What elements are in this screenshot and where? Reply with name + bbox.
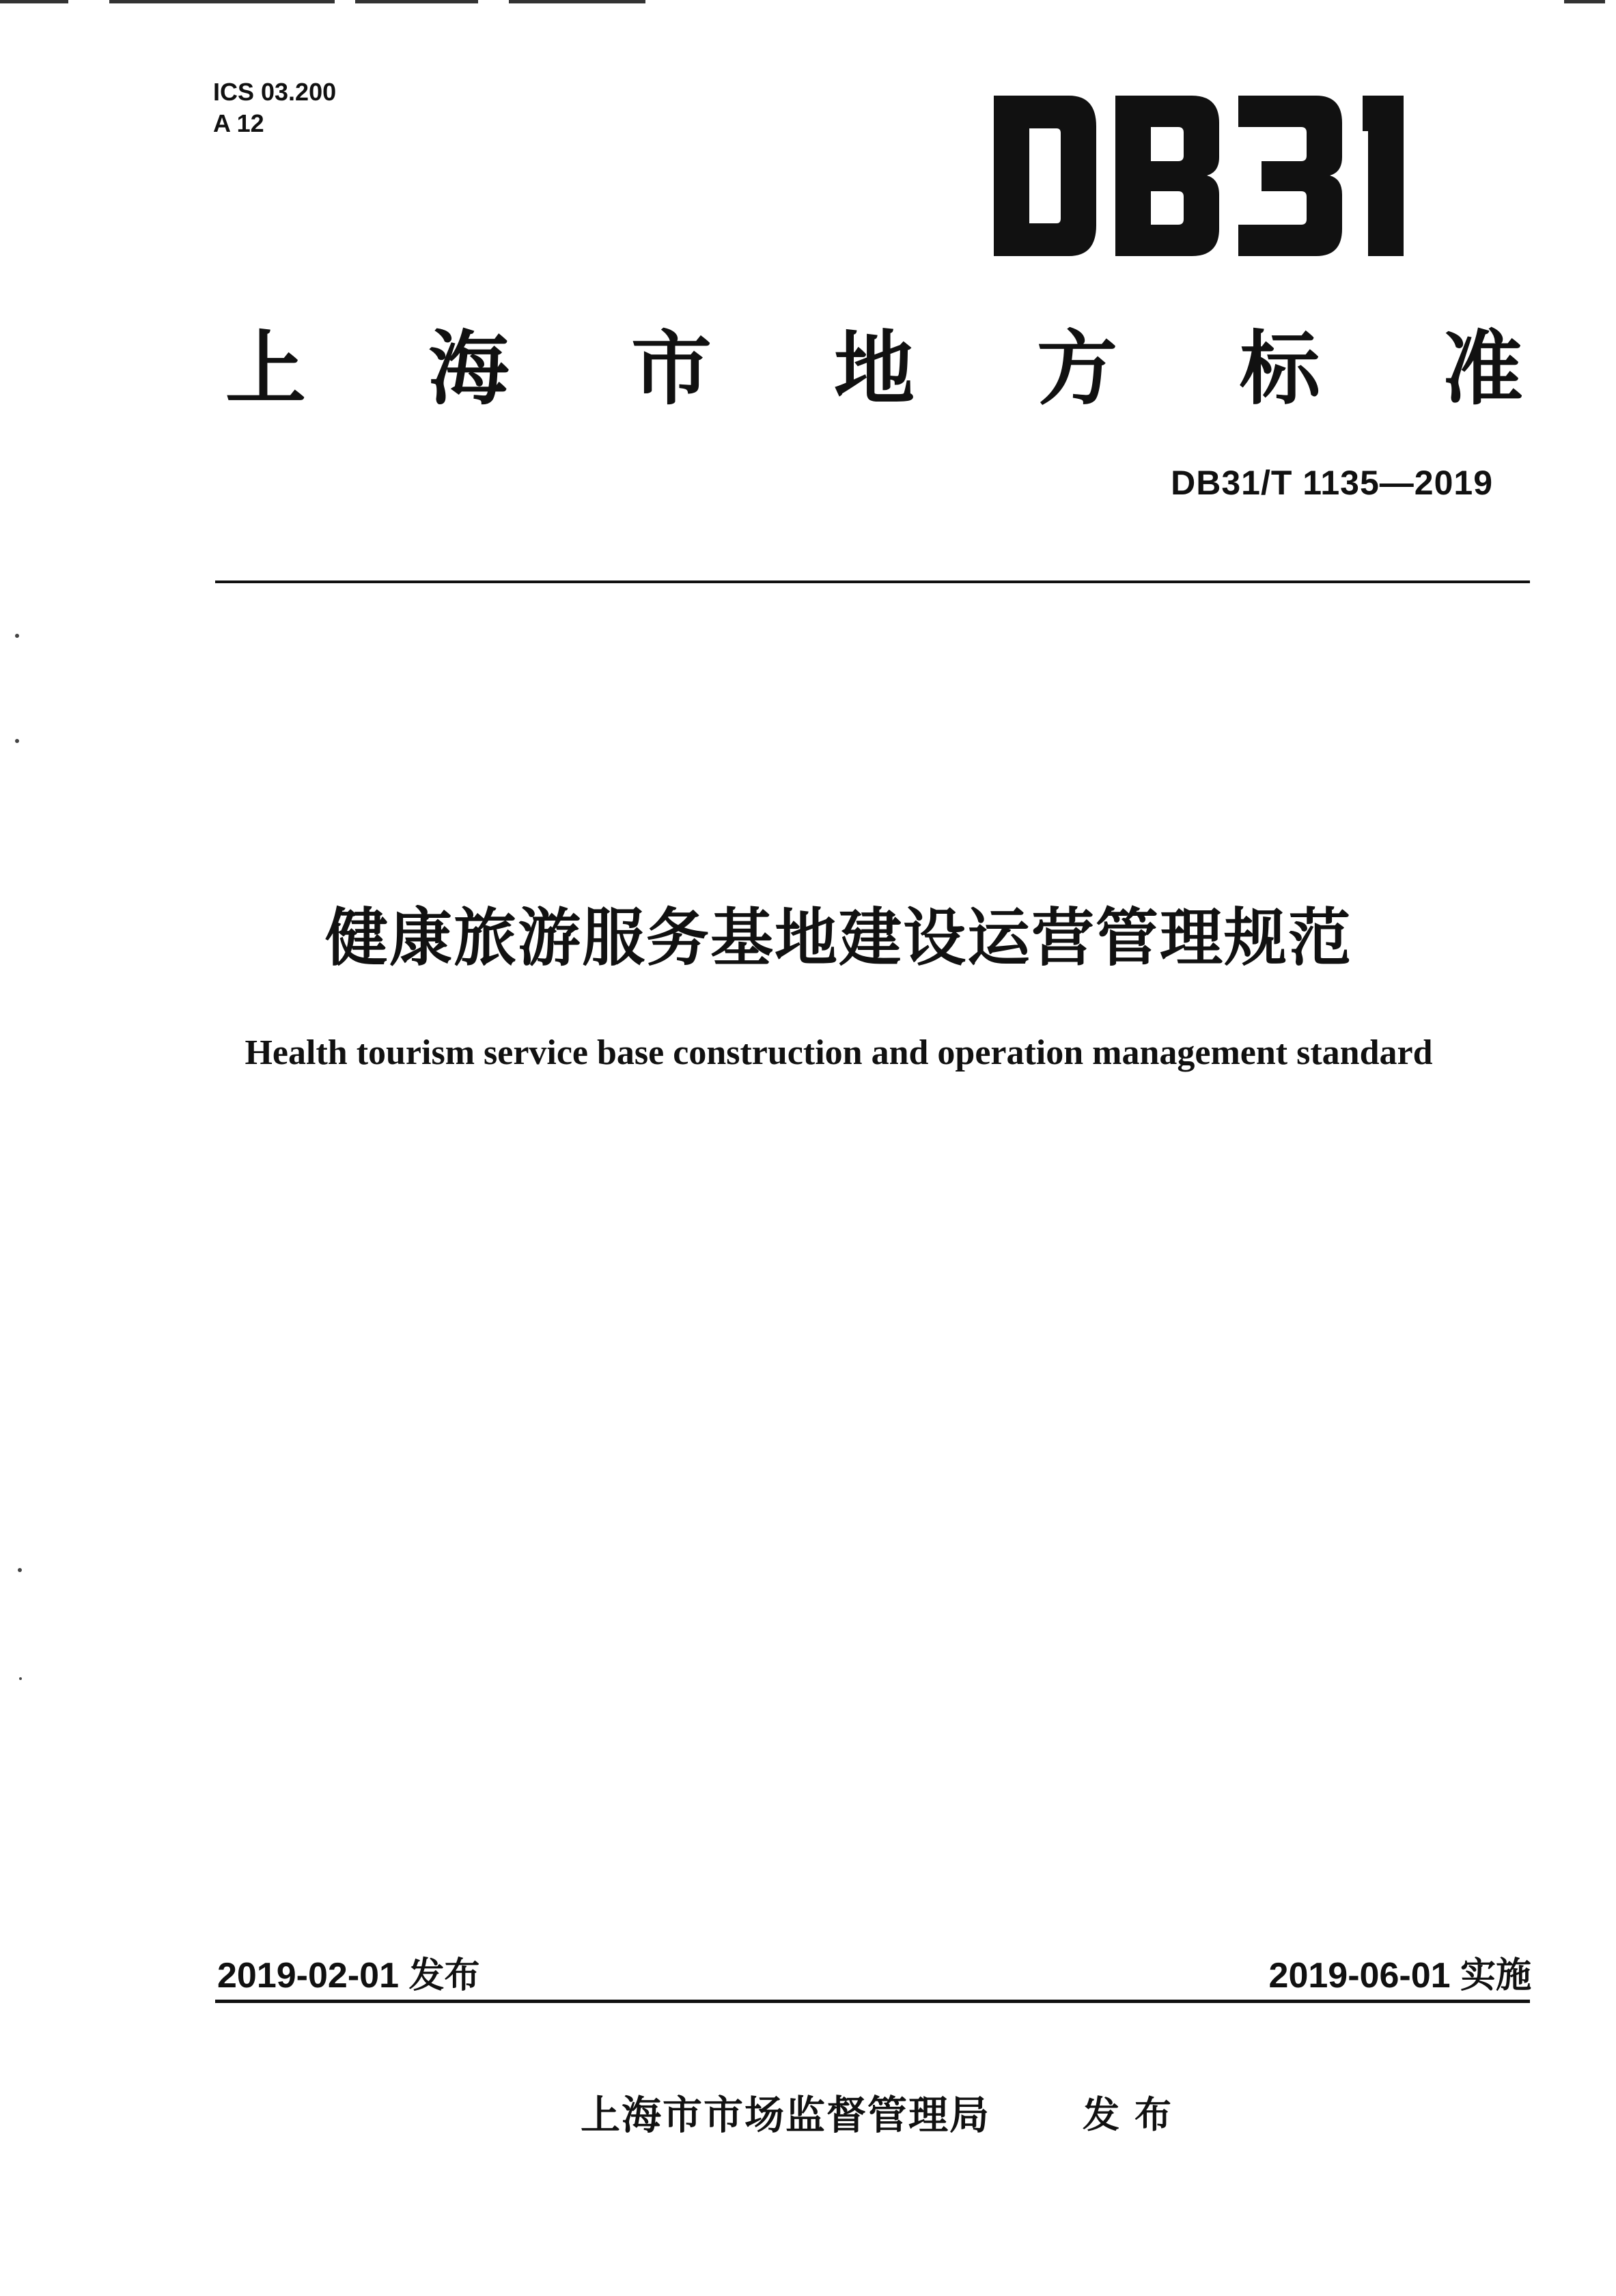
standard-type-char: 方 [1036, 322, 1117, 416]
standard-type-char: 上 [225, 322, 307, 416]
standard-type-char: 地 [833, 322, 915, 416]
scan-speck [18, 1568, 22, 1572]
standard-type-char: 海 [428, 322, 509, 416]
footer-divider [215, 2000, 1530, 2003]
db31-logo [994, 96, 1438, 256]
issue-date: 2019-02-01 发布 [217, 1956, 480, 1996]
issuing-authority: 上海市市场监督管理局 [581, 2092, 991, 2138]
standard-type-char: 标 [1239, 322, 1320, 416]
scan-speck [15, 634, 19, 638]
classification-block [213, 76, 336, 139]
ics-code: ICS 03.200 [213, 78, 337, 106]
scan-edge-artifact [0, 0, 1616, 4]
document-title-english: Health tourism service base construction and operation management standard [245, 1033, 1433, 1072]
ccs-code: A 12 [213, 109, 264, 137]
implementation-date: 2019-06-01 实施 [1268, 1956, 1531, 1996]
standard-number: DB31/T 1135—2019 [1171, 464, 1493, 502]
scan-speck [15, 739, 19, 743]
standard-type-heading [225, 314, 1523, 416]
scan-speck [19, 1677, 22, 1680]
standard-type-char: 市 [630, 322, 712, 416]
standard-type-char: 准 [1442, 322, 1523, 416]
document-title-chinese: 健康旅游服务基地建设运营管理规范 [324, 901, 1352, 975]
issuer-action: 发布 [1083, 2093, 1186, 2136]
header-divider [215, 580, 1530, 583]
